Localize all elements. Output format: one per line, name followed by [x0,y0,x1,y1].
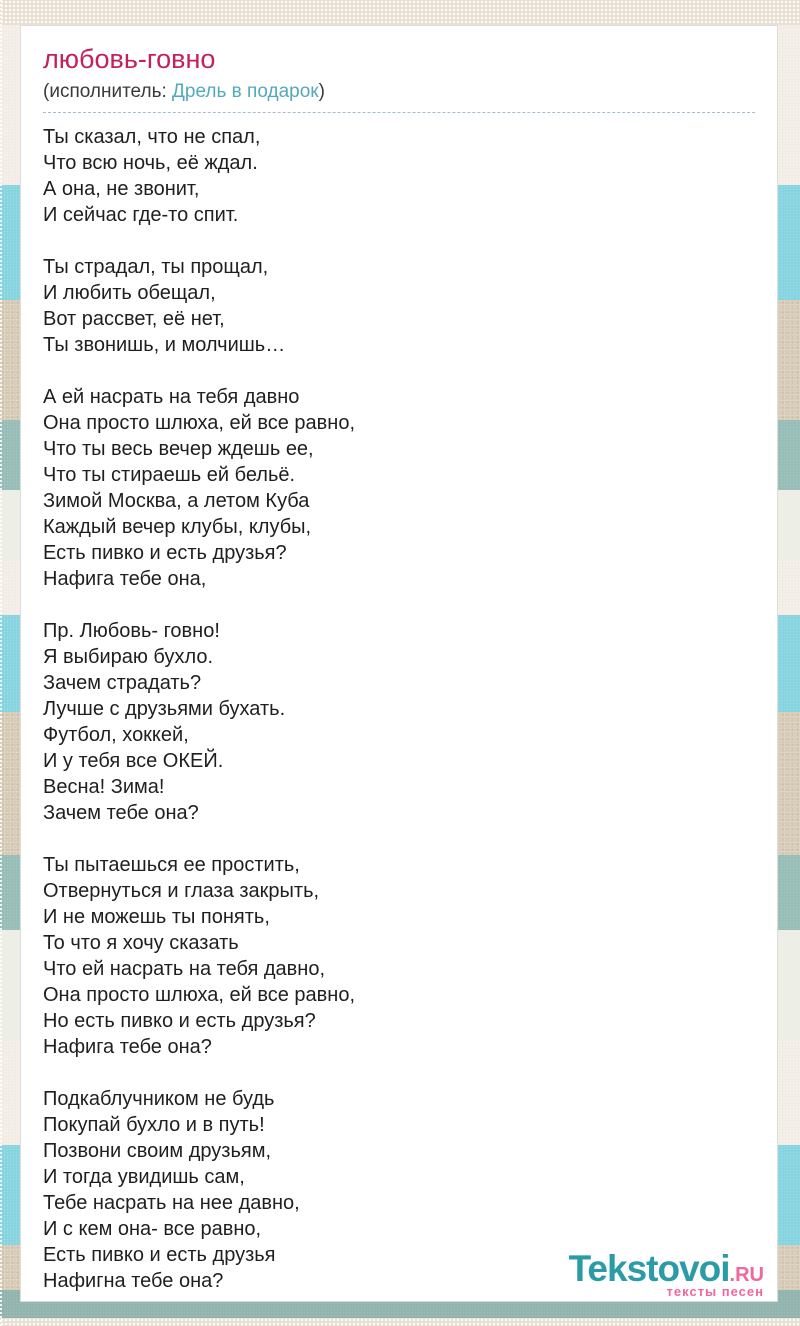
stanza: Подкаблучником не будь Покупай бухло и в путь! Позвони своим друзьям, И тогда увидишь сам, Тебе насрать на нее давно, И с кем она- все равно, Есть пивко и есть друзья Нафигна тебе она? [43,1088,300,1292]
artist-line [43,81,755,113]
page-title: любовь-говно [43,44,216,74]
stanza: Ты страдал, ты прощал, И любить обещал, Вот рассвет, её нет, Ты звонишь, и молчишь… [43,256,286,356]
bg-stripe-dots-bottom [0,1318,800,1326]
artist-label-prefix: (исполнитель: [43,81,173,102]
logo-tagline: тексты песен [666,1284,764,1299]
stanza: Ты сказал, что не спал, Что всю ночь, её ждал. А она, не звонит, И сейчас где-то спит. [43,126,261,226]
lyrics [43,124,755,1294]
bg-stripe-dots-top [0,0,800,25]
site-logo[interactable] [568,1248,764,1299]
stanza: Ты пытаешься ее простить, Отвернуться и глаза закрыть, И не можешь ты понять, То что я хочу сказать Что ей насрать на тебя давно, Она просто шлюха, ей все равно, Но есть пивко и есть друзья? Нафига тебе она? [43,854,356,1058]
stanza: А ей насрать на тебя давно Она просто шлюха, ей все равно, Что ты весь вечер ждешь ее, Что ты стираешь ей бельё. Зимой Москва, а летом Куба Каждый вечер клубы, клубы, Есть пивко и есть друзья? Нафига тебе она, [43,386,356,590]
stanza: Пр. Любовь- говно! Я выбираю бухло. Зачем страдать? Лучше с друзьями бухать. Футбол, хоккей, И у тебя все ОКЕЙ. Весна! Зима! Зачем тебе она? [43,620,286,824]
left-edge-dots [0,0,2,1326]
logo-tld: .RU [729,1264,764,1286]
logo-wordmark [568,1248,764,1289]
logo-text: Tekstovoi [568,1248,730,1289]
content-panel [20,25,778,1302]
artist-label-suffix: ) [318,81,325,102]
artist-link[interactable]: Дрель в подарок [172,81,319,102]
